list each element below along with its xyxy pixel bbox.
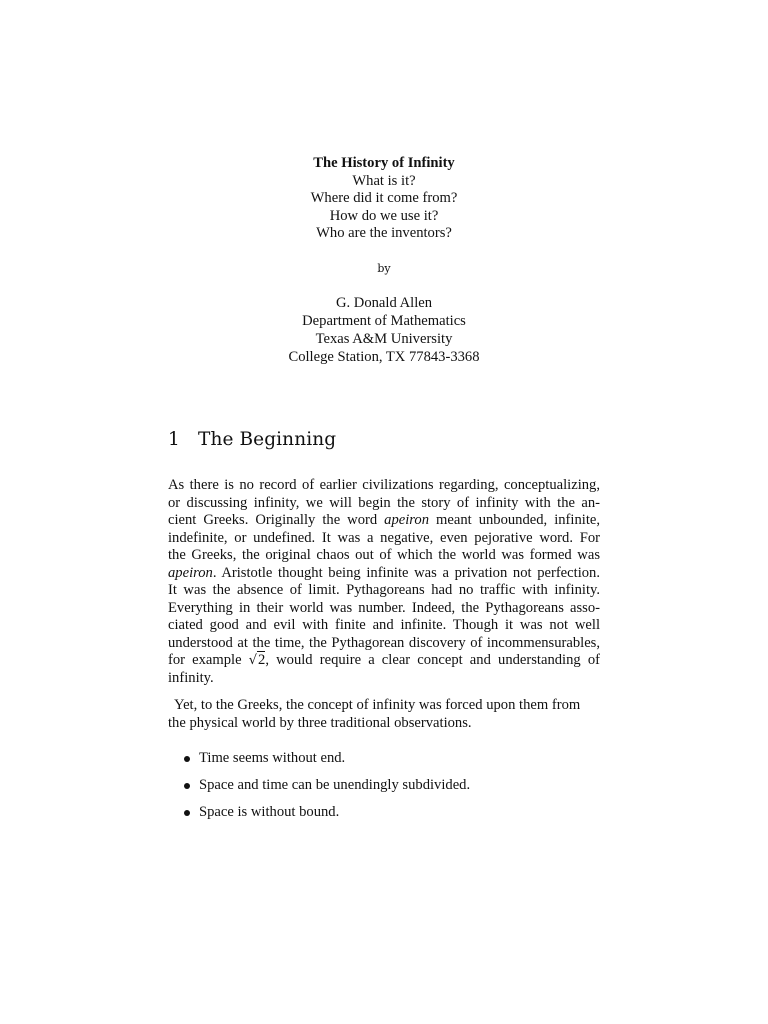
text-run: . Aristotle thought being infinite was a privation not perfection. (212, 564, 600, 581)
text-line: the physical world by three traditional observations. (168, 714, 472, 731)
subtitle-line: Where did it come from? (310, 190, 458, 207)
text-line (168, 652, 600, 670)
author-address: College Station, TX 77843-3368 (288, 349, 480, 365)
text-line: indefinite, or undefined. It was a negative, even pejorative word. For (168, 529, 600, 546)
italic-term: apeiron (384, 512, 430, 529)
author-name: G. Donald Allen (335, 295, 433, 311)
section-number: 1 (168, 429, 180, 450)
text-line: infinity. (168, 670, 214, 687)
square-root-expression (249, 652, 266, 668)
radical-sign: √ (248, 653, 258, 669)
text-line: As there is no record of earlier civilizations regarding, conceptualizing, (168, 477, 600, 493)
section-title: The Beginning (198, 429, 337, 450)
subtitle-line: How do we use it? (329, 207, 439, 224)
text-line: Everything in their world was number. Indeed, the Pythagoreans asso- (168, 599, 600, 616)
list-item-text: Space and time can be unendingly subdivided. (199, 777, 471, 794)
text-line (168, 512, 600, 530)
author-department: Department of Mathematics (302, 313, 466, 329)
radicand: 2 (258, 652, 266, 669)
text-line (168, 565, 600, 583)
text-line: the Greeks, the original chaos out of which the world was formed was (168, 547, 600, 564)
bullet-list (184, 750, 470, 832)
list-item (184, 804, 470, 822)
author-block (0, 294, 768, 366)
text-line: understood at the time, the Pythagorean discovery of incommensurables, (168, 634, 600, 651)
text-run: , would require a clear concept and understanding of (265, 652, 600, 669)
bullet-icon (184, 783, 190, 789)
list-item (184, 750, 470, 768)
by-label: by (377, 262, 391, 275)
text-line: or discussing infinity, we will begin the story of infinity with the an- (168, 494, 600, 511)
text-line: Yet, to the Greeks, the concept of infinity was forced upon them from (174, 697, 581, 713)
title-block (0, 155, 768, 243)
subtitle-line: Who are the inventors? (316, 225, 452, 242)
section-heading (168, 429, 336, 451)
subtitle-line: What is it? (352, 172, 416, 189)
text-line: ciated good and evil with finite and infinite. Though it was not well (168, 617, 600, 634)
list-item-text: Space is without bound. (199, 804, 340, 821)
list-item-text: Time seems without end. (199, 750, 346, 766)
text-run: cient Greeks. Originally the word (168, 512, 385, 529)
document-title: The History of Infinity (313, 155, 455, 171)
text-run: meant unbounded, infinite, (429, 512, 600, 529)
paragraph-1 (168, 477, 600, 688)
text-line: It was the absence of limit. Pythagoreans had no traffic with infinity. (168, 582, 600, 599)
bullet-icon (184, 810, 190, 816)
list-item (184, 777, 470, 795)
text-run: for example (168, 652, 249, 669)
bullet-icon (184, 756, 190, 762)
paragraph-2 (168, 697, 600, 732)
italic-term: apeiron (168, 564, 213, 581)
author-university: Texas A&M University (315, 331, 453, 347)
